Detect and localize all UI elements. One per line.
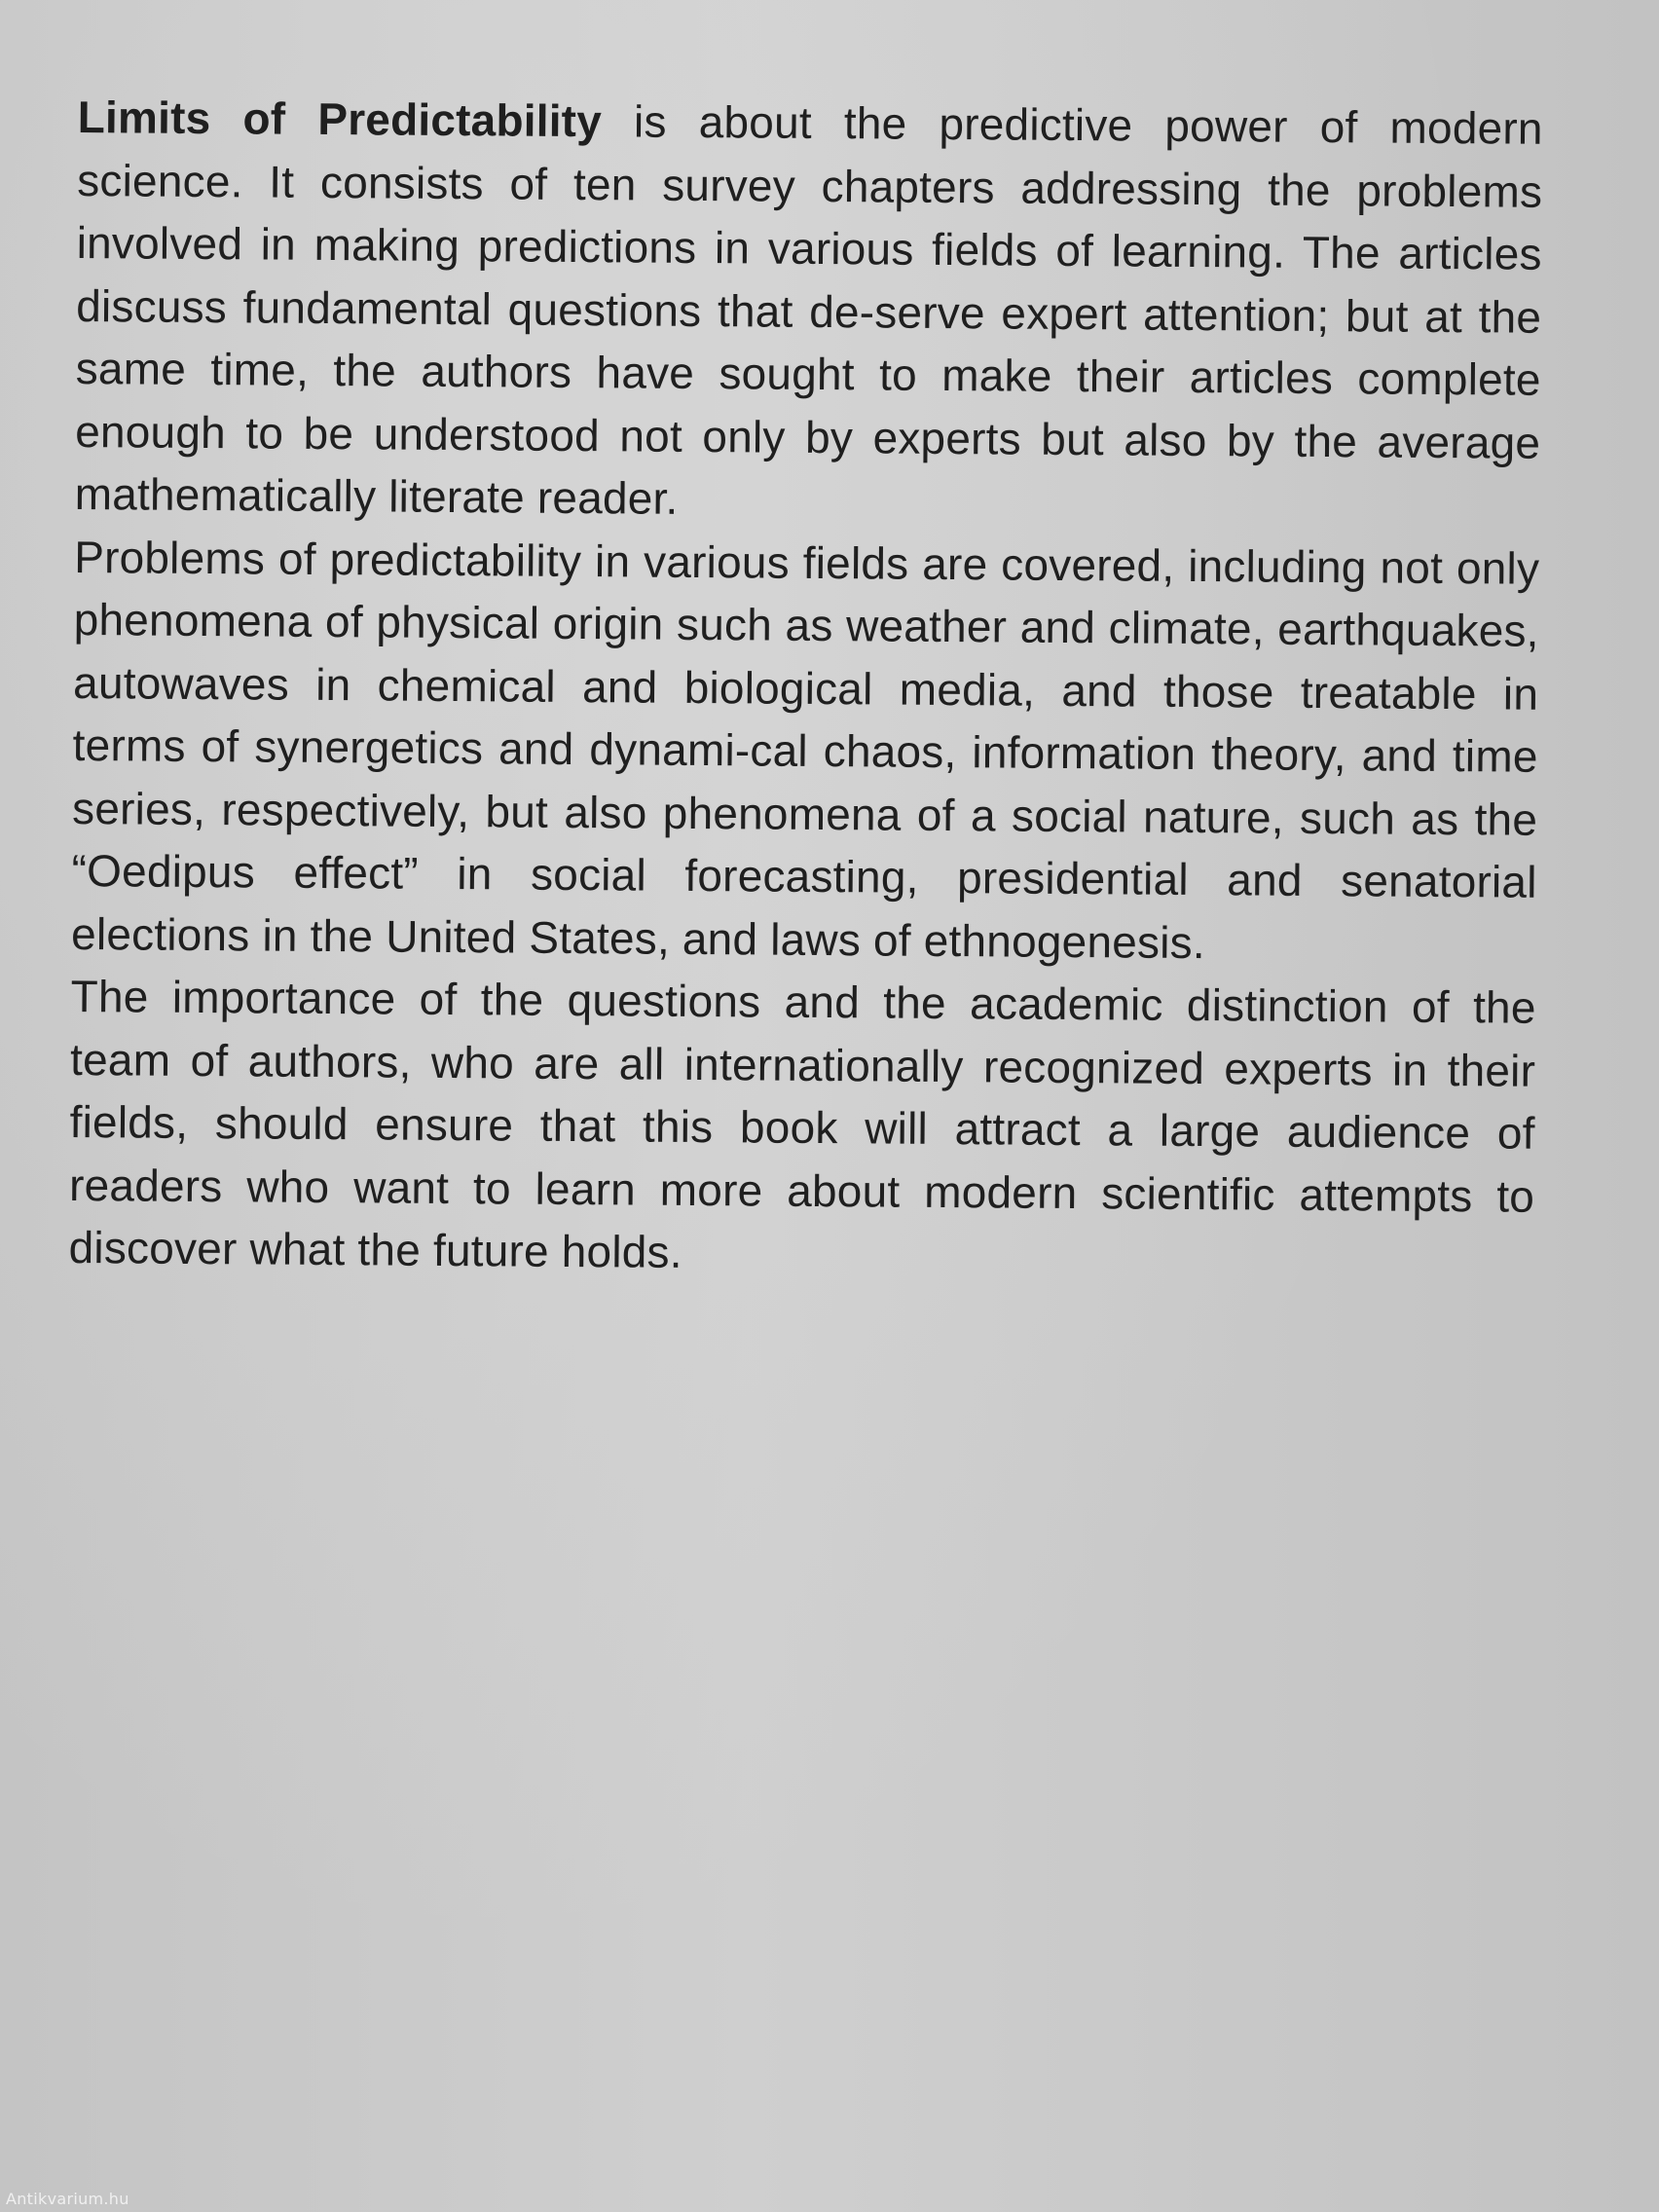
book-title: Limits of Predictability [77,91,603,147]
blurb-text [68,86,1543,1290]
watermark: Antikvarium.hu [6,2190,129,2208]
blurb-paragraph-1-text: is about the predictive power of modern science. It consists of ten survey chapters addressing the problems involved in making predictions in various fields of learning. The articles discuss fundamental questions that de-serve expert attention; but at the same time, the authors have sought to make their articles complete enough to be understood not only by experts but also by the average mathematically literate reader. [74,95,1543,524]
blurb-paragraph-2: Problems of predictability in various fields are covered, including not only phenomena of physical origin such as weather and climate, earthquakes, autowaves in chemical and biological media, and those treatable in terms of synergetics and dynami-cal chaos, information theory, and time series, respectively, but also phenomena of a social nature, such as the “Oedipus effect” in social forecasting, presidential and senatorial elections in the United States, and laws of ethnogenesis. [70,531,1540,968]
blurb-paragraph-3: The importance of the questions and the academic distinction of the team of authors, who are all internationally recognized experts in their fields, should ensure that this book will attract a large audience of readers who want to learn more about modern scientific attempts to discover what the future holds. [68,970,1536,1277]
blurb-paragraph-1 [74,86,1542,536]
